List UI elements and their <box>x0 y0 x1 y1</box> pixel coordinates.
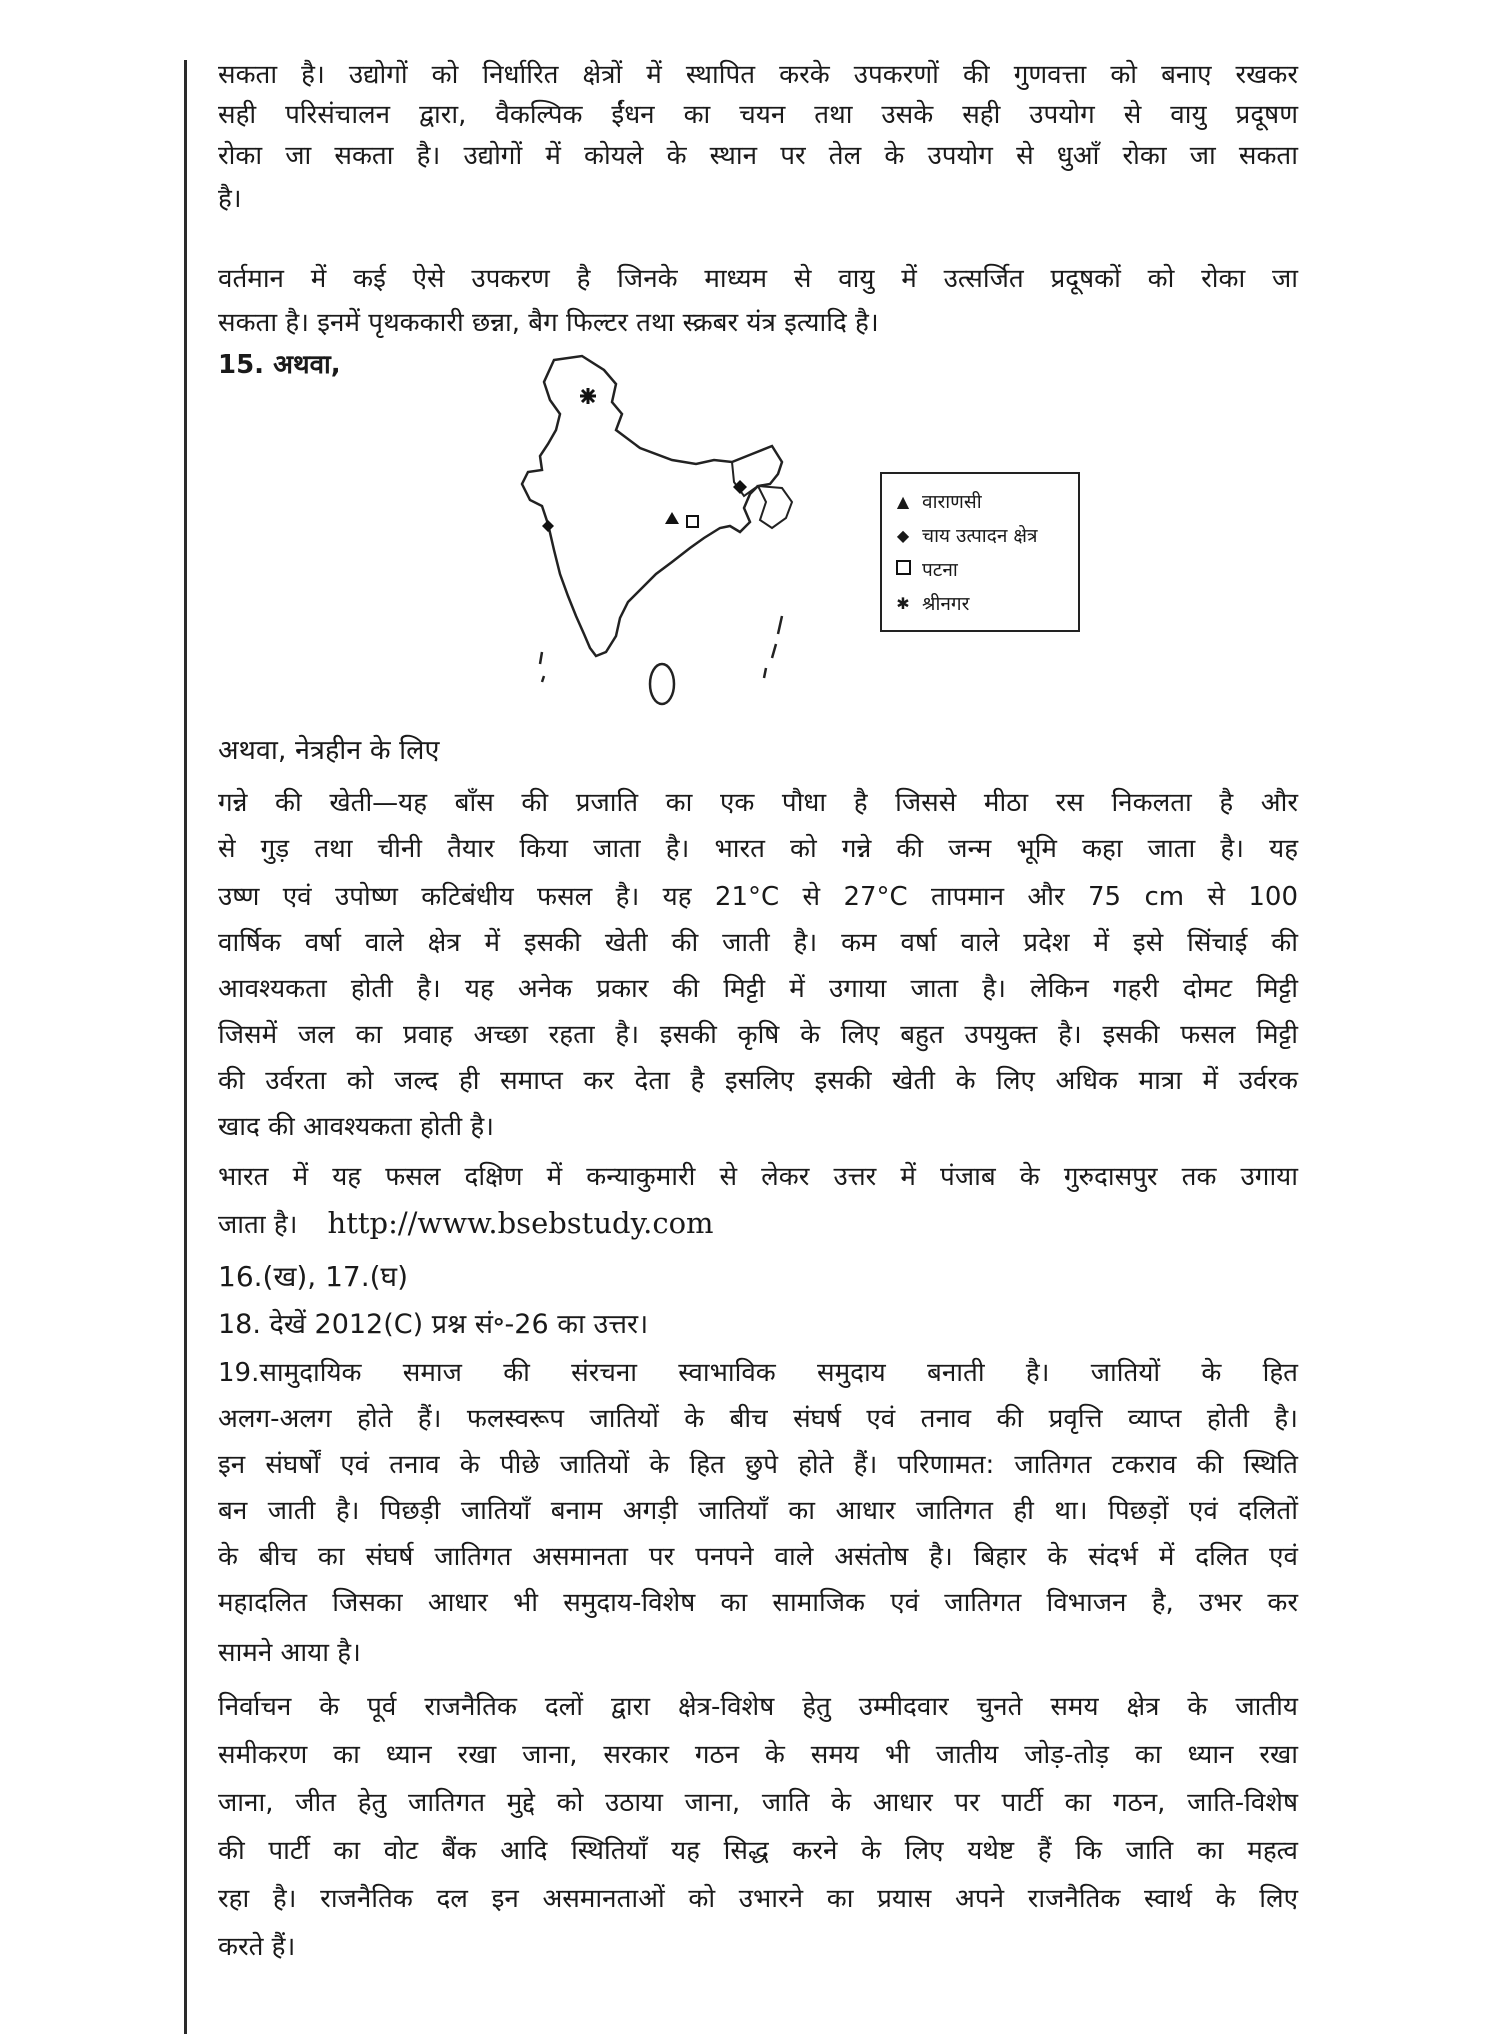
text-line: सकता है। इनमें पृथककारी छन्ना, बैग फिल्टर तथा स्क्रबर यंत्र इत्यादि है। <box>218 308 879 338</box>
square-icon <box>687 516 698 527</box>
text-line: है। <box>218 184 242 214</box>
question-15-label: 15. अथवा, <box>218 350 341 380</box>
legend-label: चाय उत्पादन क्षेत्र <box>922 525 1038 547</box>
islands-outline <box>764 616 782 678</box>
square-icon <box>892 560 914 579</box>
text-line: वर्तमान में कई ऐसे उपकरण है जिनके माध्यम से वायु में उत्सर्जित प्रदूषकों को रोका जा <box>218 264 1298 294</box>
blind-heading: अथवा, नेत्रहीन के लिए <box>218 735 440 766</box>
legend-item <box>892 518 1068 552</box>
text-line: भारत में यह फसल दक्षिण में कन्याकुमारी से लेकर उत्तर में पंजाब के गुरुदासपुर तक उगाया <box>218 1162 1298 1192</box>
northeast-outline <box>758 486 792 528</box>
text-line: खाद की आवश्यकता होती है। <box>218 1112 495 1142</box>
text-line <box>218 1206 1298 1242</box>
map-legend <box>880 472 1080 632</box>
legend-item <box>892 552 1068 586</box>
page-margin-line <box>184 60 187 2034</box>
legend-label: वाराणसी <box>922 491 982 513</box>
website-url: http://www.bsebstudy.com <box>327 1206 714 1240</box>
legend-label: श्रीनगर <box>922 593 970 615</box>
text-line: जिसमें जल का प्रवाह अच्छा रहता है। इसकी कृषि के लिए बहुत उपयुक्त है। इसकी फसल मिट्टी <box>218 1020 1298 1050</box>
legend-label: पटना <box>922 559 958 581</box>
text-line: सामने आया है। <box>218 1638 361 1668</box>
text-line: जाना, जीत हेतु जातिगत मुद्दे को उठाया जाना, जाति के आधार पर पार्टी का गठन, जाति-विशेष <box>218 1788 1298 1818</box>
text-line: की पार्टी का वोट बैंक आदि स्थितियाँ यह सिद्ध करने के लिए यथेष्ट हैं कि जाति का महत्व <box>218 1836 1298 1866</box>
text-line: बन जाती है। पिछड़ी जातियाँ बनाम अगड़ी जातियाँ का आधार जातिगत ही था। पिछड़ों एवं दलितों <box>218 1496 1298 1526</box>
text-line: आवश्यकता होती है। यह अनेक प्रकार की मिट्टी में उगाया जाता है। लेकिन गहरी दोमट मिट्टी <box>218 974 1298 1004</box>
diamond-icon <box>542 520 554 532</box>
sri-lanka-outline <box>650 664 674 704</box>
asterisk-icon: ✱ <box>896 593 910 613</box>
text-line: से गुड़ तथा चीनी तैयार किया जाता है। भारत को गन्ने की जन्म भूमि कहा जाता है। यह <box>218 834 1298 864</box>
text-line: निर्वाचन के पूर्व राजनैतिक दलों द्वारा क्षेत्र-विशेष हेतु उम्मीदवार चुनते समय क्षेत्र के जातीय <box>218 1692 1298 1722</box>
text-line: सही परिसंचालन द्वारा, वैकल्पिक ईंधन का चयन तथा उसके सही उपयोग से वायु प्रदूषण <box>218 100 1298 130</box>
text-line: समीकरण का ध्यान रखा जाना, सरकार गठन के समय भी जातीय जोड़-तोड़ का ध्यान रखा <box>218 1740 1298 1770</box>
text-line: सकता है। उद्योगों को निर्धारित क्षेत्रों में स्थापित करके उपकरणों की गुणवत्ता को बनाए रखकर <box>218 60 1298 90</box>
text-line: 19.सामुदायिक समाज की संरचना स्वाभाविक समुदाय बनाती है। जातियों के हित <box>218 1358 1298 1388</box>
text-line: करते हैं। <box>218 1932 296 1962</box>
text-line: इन संघर्षों एवं तनाव के पीछे जातियों के हित छुपे होते हैं। परिणामत: जातिगत टकराव की स्थिति <box>218 1450 1298 1480</box>
legend-item <box>892 484 1068 518</box>
text-line: रोका जा सकता है। उद्योगों में कोयले के स्थान पर तेल के उपयोग से धुआँ रोका जा सकता <box>218 141 1298 171</box>
asterisk-icon <box>580 388 596 404</box>
text-line: गन्ने की खेती—यह बाँस की प्रजाति का एक पौधा है जिससे मीठा रस निकलता है और <box>218 788 1298 818</box>
answer-18: 18. देखें 2012(C) प्रश्न सं॰-26 का उत्तर। <box>218 1309 649 1340</box>
legend-item <box>892 586 1068 620</box>
answers-16-17: 16.(ख), 17.(घ) <box>218 1260 409 1293</box>
text-line: उष्ण एवं उपोष्ण कटिबंधीय फसल है। यह 21°C से 27°C तापमान और 75 cm से 100 <box>218 882 1298 912</box>
text-line: रहा है। राजनैतिक दल इन असमानताओं को उभारने का प्रयास अपने राजनैतिक स्वार्थ के लिए <box>218 1884 1298 1914</box>
india-outline <box>522 356 782 656</box>
triangle-icon <box>665 512 679 524</box>
text-line: के बीच का संघर्ष जातिगत असमानता पर पनपने वाले असंतोष है। बिहार के संदर्भ में दलित एवं <box>218 1542 1298 1572</box>
triangle-icon: ▲ <box>896 491 910 511</box>
diamond-icon: ◆ <box>896 525 910 545</box>
text-line: की उर्वरता को जल्द ही समाप्त कर देता है इसलिए इसकी खेती के लिए अधिक मात्रा में उर्वरक <box>218 1066 1298 1096</box>
text-fragment: जाता है। <box>218 1210 298 1240</box>
lakshadweep-outline <box>540 652 544 682</box>
text-line: महादलित जिसका आधार भी समुदाय-विशेष का सामाजिक एवं जातिगत विभाजन है, उभर कर <box>218 1588 1298 1618</box>
text-line: अलग-अलग होते हैं। फलस्वरूप जातियों के बीच संघर्ष एवं तनाव की प्रवृत्ति व्याप्त होती है। <box>218 1404 1298 1434</box>
text-line: वार्षिक वर्षा वाले क्षेत्र में इसकी खेती की जाती है। कम वर्षा वाले प्रदेश में इसे सिंचाई की <box>218 928 1298 958</box>
